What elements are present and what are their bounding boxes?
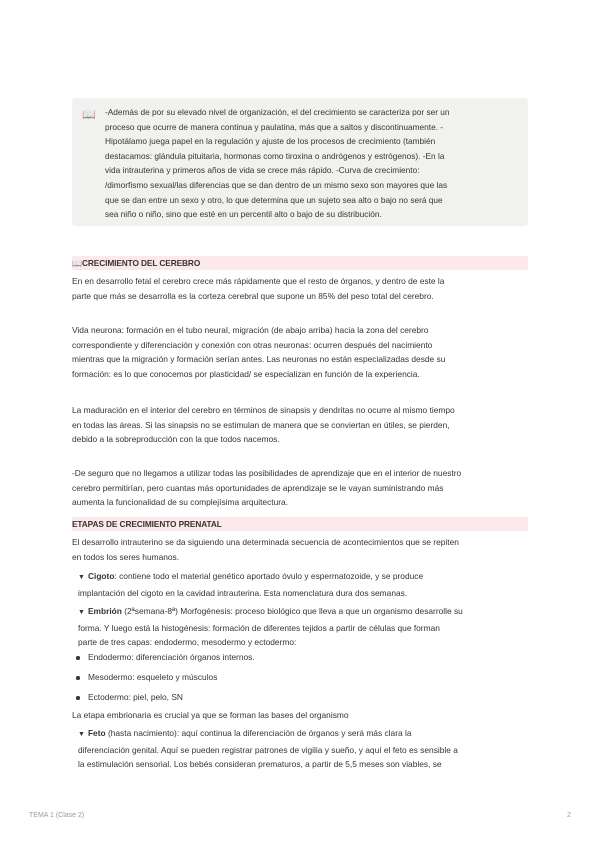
text-line: en todas las áreas. Si las sinapsis no se estimulan de manera que se conviertan en útiles, se pierden, [72, 419, 450, 430]
text-line: En en desarrollo fetal el cerebro crece más rápidamente que el resto de órganos, y dentro de este la [72, 276, 445, 286]
toggle-embrion[interactable] [78, 604, 530, 650]
callout-line: Hipotálamo juega papel en la regulación y ajuste de los procesos de crecimiento (también [105, 136, 436, 147]
text-line: aumenta la funcionalidad de su complejísima arquitectura. [72, 497, 289, 507]
text-line: -De seguro que no llegamos a utilizar todas las posibilidades de aprendizaje que en el interior de nuestro [72, 468, 462, 478]
term-cigoto: Cigoto [87, 571, 115, 581]
text-line: diferenciación genital. Aquí se pueden registrar patrones de vigilia y sueño, y aquí el feto es sensible a [78, 744, 458, 755]
callout-line: /dimorfismo sexual/las diferencias que se dan dentro de un mismo sexo son mayores que las [105, 179, 448, 190]
section-heading-etapas-prenatal [72, 517, 528, 531]
term-embrion: Embrión [87, 606, 122, 616]
page-number: 2 [567, 812, 571, 819]
text-line: La maduración en el interior del cerebro en términos de sinapsis y dendritas no ocurre al mismo tiempo [72, 405, 455, 415]
book-icon: 📖 [82, 109, 96, 121]
text-line: cerebro permitirían, pero cuantas más oportunidades de aprendizaje se le vayan suministrando más [72, 482, 444, 493]
toggle-cigoto[interactable] [78, 569, 530, 600]
toggle-arrow-icon[interactable]: ▼ [78, 731, 85, 738]
text-line: (hasta nacimiento): aquí continua la diferenciación de órganos y será más clara la [105, 728, 412, 738]
text-line: la estimulación sensorial. Los bebés consideran prematuros, a partir de 5,5 meses son viables, se [78, 759, 442, 769]
heading-text: CRECIMIENTO DEL CEREBRO [82, 258, 201, 268]
list-item: Endodermo: diferenciación órganos internos. [72, 650, 528, 670]
text-line: mientras que la migración y formación serían antes. Las neuronas no están especializadas desde su [72, 354, 446, 364]
callout-line: destacamos: glándula pituitaria, hormonas como tiroxina o andrógenos y estrógenos). -En la [105, 150, 445, 161]
text-line: Vida neurona: formación en el tubo neural, migración (de abajo arriba) hacia la zona del cerebro [72, 325, 429, 335]
section-heading-crecimiento-cerebro [72, 256, 528, 270]
list-item: Ectodermo: piel, pelo, SN [72, 690, 528, 710]
callout-line: vida intrauterina y primeros años de vida se crece más rápido. -Curva de crecimiento: [105, 165, 420, 176]
callout-line: sea niño o niño, sino que esté en un percentil alto o bajo de su distribución. [105, 209, 382, 220]
paragraph-etapa-embrionaria [72, 708, 532, 723]
text-line: El desarrollo intrauterino se da siguiendo una determinada secuencia de acontecimientos que se repiten [72, 537, 459, 547]
text-line: parte de tres capas: endodermo, mesodermo y ectodermo: [78, 637, 297, 647]
heading-text: ETAPAS DE CRECIMIENTO PRENATAL [72, 519, 222, 529]
bulleted-list-capas [72, 650, 528, 710]
list-item: Mesodermo: esqueleto y músculos [72, 670, 528, 690]
toggle-arrow-icon[interactable]: ▼ [78, 574, 85, 581]
callout-block [72, 98, 528, 226]
text-line: formación: es lo que conocemos por plasticidad/ se especializan en función de la experiencia. [72, 368, 420, 379]
paragraph-aprendizaje [72, 466, 532, 510]
text-line: (2ªsemana-8ª) Morfogénesis: proceso biológico que lleva a que un organismo desarrolle su [121, 606, 463, 616]
text-line: implantación del cigoto en la cavidad intrauterina. Esta nomenclatura dura dos semanas. [78, 587, 408, 598]
callout-line: -Además de por su elevado nivel de organización, el del crecimiento se caracteriza por ser un [105, 107, 450, 117]
toggle-arrow-icon[interactable]: ▼ [78, 609, 85, 616]
text-line: forma. Y luego está la histogénesis: formación de diferentes tejidos a partir de células que forman [78, 622, 440, 633]
book-icon: 📖 [72, 259, 82, 268]
text-line: correspondiente y diferenciación y conexión con otras neuronas: ocurren después del nacimiento [72, 339, 433, 350]
paragraph-vida-neurona [72, 323, 532, 381]
paragraph-desarrollo-fetal [72, 274, 532, 303]
text-line: : contiene todo el material genético aportado óvulo y espermatozoide, y se produce [114, 571, 424, 581]
paragraph-maduracion [72, 403, 532, 447]
text-line: La etapa embrionaria es crucial ya que se forman las bases del organismo [72, 710, 349, 720]
footer-title: TEMA 1 (Clase 2) [29, 812, 85, 819]
paragraph-desarrollo-intrauterino [72, 535, 532, 564]
term-feto: Feto [87, 728, 106, 738]
toggle-feto[interactable] [78, 726, 530, 772]
text-line: debido a la sobreproducción con la que todos nacemos. [72, 434, 280, 444]
callout-line: que se dan entre un sexo y otro, lo que determina que un sujeto sea alto o bajo no será que [105, 194, 443, 205]
callout-line: proceso que ocurre de manera continua y paulatina, más que a saltos y discontinuamente. - [105, 121, 444, 132]
text-line: parte que más se desarrolla es la corteza cerebral que supone un 85% del peso total del cerebro. [72, 290, 434, 301]
text-line: en todos los seres humanos. [72, 551, 180, 562]
